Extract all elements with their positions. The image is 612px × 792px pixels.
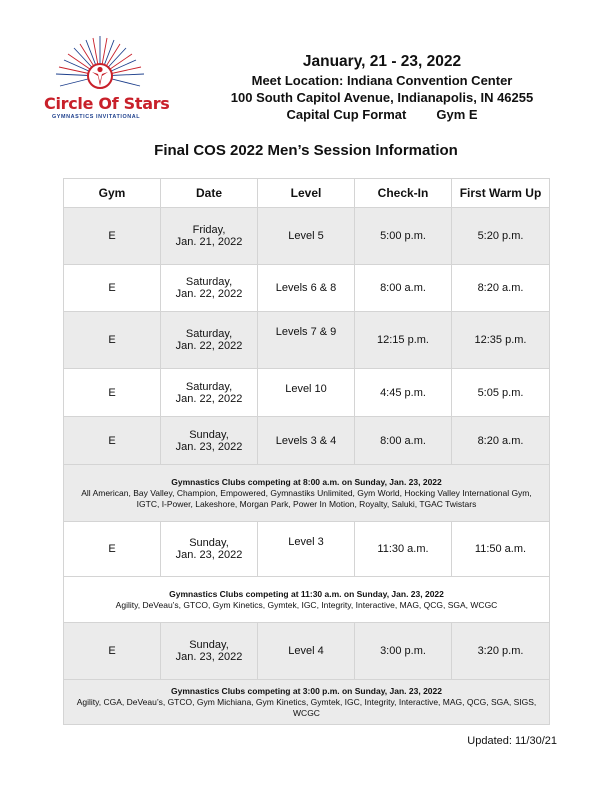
cell-checkin: 8:00 a.m. [355, 417, 452, 465]
cell-warmup: 5:05 p.m. [452, 369, 550, 417]
club-note-heading: Gymnastics Clubs competing at 8:00 a.m. on Sunday, Jan. 23, 2022 [171, 476, 442, 487]
table-row [64, 522, 550, 577]
club-note-row [64, 577, 550, 623]
updated-date: Updated: 11/30/21 [467, 735, 557, 747]
cell-checkin: 8:00 a.m. [355, 265, 452, 312]
cell-gym: E [64, 312, 161, 369]
cell-checkin: 3:00 p.m. [355, 623, 452, 680]
cell-level: Levels 6 & 8 [258, 265, 355, 312]
cell-warmup: 3:20 p.m. [452, 623, 550, 680]
cell-date: Sunday, Jan. 23, 2022 [161, 417, 258, 465]
club-note-row [64, 680, 550, 725]
cell-date: Saturday, Jan. 22, 2022 [161, 369, 258, 417]
table-row [64, 417, 550, 465]
cell-checkin: 4:45 p.m. [355, 369, 452, 417]
table-row [64, 369, 550, 417]
club-note [64, 577, 550, 623]
club-note-list: Agility, CGA, DeVeau’s, GTCO, Gym Michiana, Gym Kinetics, Gymtek, IGC, Integrity, Interactive, MAG, QCG, SGA, SIGS, WCGC [76, 696, 537, 718]
meet-dates: January, 21 - 23, 2022 [302, 53, 462, 70]
club-note-heading: Gymnastics Clubs competing at 3:00 p.m. on Sunday, Jan. 23, 2022 [171, 685, 442, 696]
col-header-warmup: First Warm Up [452, 179, 550, 208]
club-note-list: Agility, DeVeau’s, GTCO, Gym Kinetics, Gymtek, IGC, Integrity, Interactive, MAG, QCG, SGA, WCGC [115, 599, 498, 610]
col-header-level: Level [258, 179, 355, 208]
table-row [64, 312, 550, 369]
cell-level: Level 10 [258, 369, 355, 417]
cell-checkin: 12:15 p.m. [355, 312, 452, 369]
cell-date: Saturday, Jan. 22, 2022 [161, 312, 258, 369]
meet-location: Meet Location: Indiana Convention Center [251, 73, 513, 88]
cell-checkin: 5:00 p.m. [355, 208, 452, 265]
table-row [64, 208, 550, 265]
cell-level: Level 4 [258, 623, 355, 680]
page-title: Final COS 2022 Men’s Session Information [154, 142, 458, 159]
logo-wordmark: Circle Of Stars [44, 94, 170, 113]
cell-date: Sunday, Jan. 23, 2022 [161, 522, 258, 577]
meet-format: Capital Cup Format [286, 107, 407, 122]
col-header-date: Date [161, 179, 258, 208]
table-row [64, 623, 550, 680]
cell-gym: E [64, 623, 161, 680]
cell-warmup: 12:35 p.m. [452, 312, 550, 369]
logo-tagline: GYMNASTICS INVITATIONAL [52, 114, 141, 120]
club-note-list: All American, Bay Valley, Champion, Empowered, Gymnastiks Unlimited, Gym World, Hocking Valley International Gym, IGTC, I-Power, Lakeshore, Morgan Park, Power In Motion, Royalty, Saluki, TGAC Twistars [81, 487, 532, 509]
cell-checkin: 11:30 a.m. [355, 522, 452, 577]
cell-warmup: 8:20 a.m. [452, 265, 550, 312]
meet-format-line [196, 106, 568, 123]
cell-date: Sunday, Jan. 23, 2022 [161, 623, 258, 680]
table-row [64, 265, 550, 312]
cell-gym: E [64, 265, 161, 312]
col-header-gym: Gym [64, 179, 161, 208]
cell-warmup: 8:20 a.m. [452, 417, 550, 465]
table-header-row [64, 179, 550, 208]
cell-gym: E [64, 369, 161, 417]
cell-date: Saturday, Jan. 22, 2022 [161, 265, 258, 312]
cell-level: Level 5 [258, 208, 355, 265]
cell-level: Levels 7 & 9 [258, 312, 355, 369]
meet-gym: Gym E [436, 107, 478, 122]
col-header-checkin: Check-In [355, 179, 452, 208]
cell-gym: E [64, 522, 161, 577]
cell-level: Levels 3 & 4 [258, 417, 355, 465]
meet-address: 100 South Capitol Avenue, Indianapolis, IN 46255 [230, 90, 534, 105]
club-note-heading: Gymnastics Clubs competing at 11:30 a.m. on Sunday, Jan. 23, 2022 [169, 588, 444, 599]
cell-gym: E [64, 417, 161, 465]
cell-date: Friday, Jan. 21, 2022 [161, 208, 258, 265]
session-table [63, 178, 550, 725]
club-note-row [64, 465, 550, 522]
meet-header [196, 52, 568, 123]
club-note [64, 680, 550, 725]
cell-warmup: 11:50 a.m. [452, 522, 550, 577]
cell-warmup: 5:20 p.m. [452, 208, 550, 265]
cell-level: Level 3 [258, 522, 355, 577]
cell-gym: E [64, 208, 161, 265]
club-note [64, 465, 550, 522]
